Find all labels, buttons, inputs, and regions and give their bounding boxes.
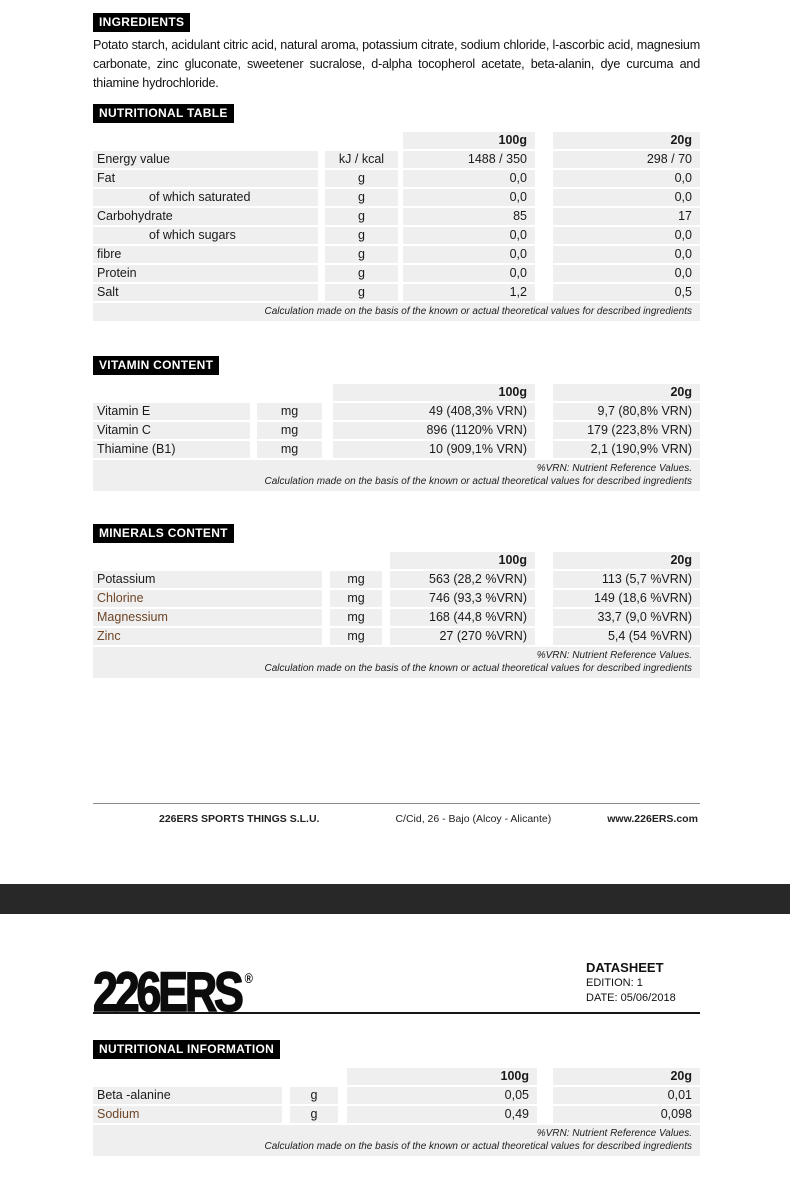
- table-header-row: [93, 552, 700, 569]
- row-label: Fat: [93, 170, 318, 187]
- row-value-20g: 0,098: [553, 1106, 700, 1123]
- footer-website: www.226ERS.com: [607, 813, 698, 825]
- table-row: [93, 284, 700, 301]
- row-label: Salt: [93, 284, 318, 301]
- table-row: [93, 227, 700, 244]
- row-value-100g: 1488 / 350: [403, 151, 535, 168]
- row-value-20g: 113 (5,7 %VRN): [553, 571, 700, 588]
- table-header-row: [93, 132, 700, 149]
- col-header-20g: 20g: [553, 552, 700, 569]
- header-spacer: [290, 1068, 338, 1085]
- row-label: Magnessium: [93, 609, 322, 626]
- header-spacer: [93, 552, 322, 569]
- table-header-row: [93, 384, 700, 401]
- ingredients-section-label: INGREDIENTS: [93, 13, 190, 32]
- minerals-content-label: MINERALS CONTENT: [93, 524, 234, 543]
- ingredients-text: Potato starch, acidulant citric acid, natural aroma, potassium citrate, sodium chloride, l-ascorbic acid, magnesium carbonate, zinc gluconate, sweetener sucralose, d-alpha tocopherol acetate, beta-alanin, dye curcuma and thiamine hydrochloride.: [93, 38, 700, 90]
- row-label: Carbohydrate: [93, 208, 318, 225]
- row-value-100g: 0,0: [403, 246, 535, 263]
- table-row: [93, 441, 700, 458]
- row-label: of which saturated: [93, 189, 318, 206]
- datasheet-info-block: [586, 960, 700, 1006]
- row-label: Zinc: [93, 628, 322, 645]
- nutritional-information-section: [93, 1040, 700, 1156]
- header-divider-line: [93, 1012, 700, 1014]
- row-value-100g: 0,0: [403, 265, 535, 282]
- vitamin-content-label: VITAMIN CONTENT: [93, 356, 219, 375]
- table-row: [93, 422, 700, 439]
- table-notes: [93, 303, 700, 321]
- row-label: Chlorine: [93, 590, 322, 607]
- row-unit: g: [325, 284, 398, 301]
- nutritional-table: [93, 132, 700, 321]
- row-unit: mg: [330, 571, 382, 588]
- brand-logo: [93, 953, 253, 1023]
- row-value-100g: 746 (93,3 %VRN): [390, 590, 535, 607]
- brand-logo-text: 226ERS: [93, 960, 241, 1023]
- vitamin-content-section: [93, 356, 700, 491]
- header-spacer: [93, 1068, 282, 1085]
- table-row: [93, 590, 700, 607]
- table-row: [93, 189, 700, 206]
- col-header-20g: 20g: [553, 132, 700, 149]
- table-row: [93, 571, 700, 588]
- table-note-line: Calculation made on the basis of the known or actual theoretical values for described ingredients: [264, 1141, 692, 1152]
- row-label: Sodium: [93, 1106, 282, 1123]
- row-unit: mg: [257, 441, 322, 458]
- row-value-100g: 1,2: [403, 284, 535, 301]
- header-spacer: [257, 384, 322, 401]
- table-note-line: %VRN: Nutrient Reference Values.: [536, 463, 692, 474]
- table-row: [93, 609, 700, 626]
- nutritional-information-label: NUTRITIONAL INFORMATION: [93, 1040, 280, 1059]
- row-value-100g: 27 (270 %VRN): [390, 628, 535, 645]
- table-notes: [93, 647, 700, 678]
- row-value-20g: 0,0: [553, 227, 700, 244]
- datasheet-title: DATASHEET: [586, 960, 664, 975]
- table-header-row: [93, 1068, 700, 1085]
- row-value-100g: 896 (1120% VRN): [333, 422, 535, 439]
- row-unit: g: [325, 227, 398, 244]
- nutritional-information-table: [93, 1068, 700, 1156]
- row-value-100g: 0,0: [403, 170, 535, 187]
- row-value-20g: 2,1 (190,9% VRN): [553, 441, 700, 458]
- row-value-100g: 0,05: [347, 1087, 537, 1104]
- col-header-20g: 20g: [553, 384, 700, 401]
- minerals-content-table: [93, 552, 700, 678]
- row-value-20g: 5,4 (54 %VRN): [553, 628, 700, 645]
- row-label: of which sugars: [93, 227, 318, 244]
- footer-company: 226ERS SPORTS THINGS S.L.U.: [159, 813, 320, 825]
- table-row: [93, 403, 700, 420]
- row-value-100g: 85: [403, 208, 535, 225]
- row-unit: mg: [330, 609, 382, 626]
- table-row: [93, 208, 700, 225]
- table-note-line: Calculation made on the basis of the known or actual theoretical values for described ingredients: [264, 663, 692, 674]
- row-value-20g: 17: [553, 208, 700, 225]
- row-value-20g: 0,0: [553, 189, 700, 206]
- row-value-100g: 0,0: [403, 189, 535, 206]
- row-label: Vitamin C: [93, 422, 250, 439]
- row-unit: g: [325, 265, 398, 282]
- header-spacer: [325, 132, 398, 149]
- row-unit: g: [325, 170, 398, 187]
- col-header-20g: 20g: [553, 1068, 700, 1085]
- page-divider-bar: [0, 884, 790, 914]
- row-unit: kJ / kcal: [325, 151, 398, 168]
- table-notes: [93, 1125, 700, 1156]
- row-value-20g: 0,5: [553, 284, 700, 301]
- nutritional-table-label: NUTRITIONAL TABLE: [93, 104, 234, 123]
- row-unit: g: [290, 1106, 338, 1123]
- row-value-20g: 33,7 (9,0 %VRN): [553, 609, 700, 626]
- table-note-line: %VRN: Nutrient Reference Values.: [536, 650, 692, 661]
- row-label: Protein: [93, 265, 318, 282]
- header-spacer: [93, 132, 318, 149]
- col-header-100g: 100g: [347, 1068, 537, 1085]
- row-unit: g: [290, 1087, 338, 1104]
- row-value-20g: 0,0: [553, 265, 700, 282]
- row-unit: g: [325, 246, 398, 263]
- table-row: [93, 1087, 700, 1104]
- datasheet-edition: EDITION: 1: [586, 977, 643, 989]
- row-unit: mg: [330, 590, 382, 607]
- row-label: Vitamin E: [93, 403, 250, 420]
- row-value-20g: 298 / 70: [553, 151, 700, 168]
- row-unit: g: [325, 208, 398, 225]
- header-spacer: [330, 552, 382, 569]
- table-note-line: Calculation made on the basis of the known or actual theoretical values for described ingredients: [264, 306, 692, 317]
- page-footer: [93, 803, 700, 825]
- row-value-20g: 0,01: [553, 1087, 700, 1104]
- row-label: Energy value: [93, 151, 318, 168]
- registered-trademark-icon: ®: [244, 970, 253, 986]
- row-value-100g: 0,0: [403, 227, 535, 244]
- row-unit: mg: [257, 403, 322, 420]
- row-value-20g: 179 (223,8% VRN): [553, 422, 700, 439]
- row-value-100g: 10 (909,1% VRN): [333, 441, 535, 458]
- row-unit: mg: [257, 422, 322, 439]
- ingredients-section: [93, 13, 700, 93]
- row-label: Potassium: [93, 571, 322, 588]
- table-row: [93, 151, 700, 168]
- row-value-100g: 0,49: [347, 1106, 537, 1123]
- row-unit: g: [325, 189, 398, 206]
- table-row: [93, 1106, 700, 1123]
- datasheet-date: DATE: 05/06/2018: [586, 992, 676, 1004]
- col-header-100g: 100g: [403, 132, 535, 149]
- header-spacer: [93, 384, 250, 401]
- vitamin-content-table: [93, 384, 700, 491]
- table-notes: [93, 460, 700, 491]
- table-row: [93, 170, 700, 187]
- row-label: Beta -alanine: [93, 1087, 282, 1104]
- row-value-100g: 168 (44,8 %VRN): [390, 609, 535, 626]
- col-header-100g: 100g: [390, 552, 535, 569]
- row-value-20g: 149 (18,6 %VRN): [553, 590, 700, 607]
- col-header-100g: 100g: [333, 384, 535, 401]
- footer-address: C/Cid, 26 - Bajo (Alcoy - Alicante): [395, 813, 552, 825]
- table-row: [93, 628, 700, 645]
- nutritional-table-section: [93, 104, 700, 321]
- row-label: Thiamine (B1): [93, 441, 250, 458]
- table-note-line: Calculation made on the basis of the known or actual theoretical values for described ingredients: [264, 476, 692, 487]
- minerals-content-section: [93, 524, 700, 678]
- row-value-100g: 49 (408,3% VRN): [333, 403, 535, 420]
- table-row: [93, 246, 700, 263]
- row-label: fibre: [93, 246, 318, 263]
- row-value-20g: 9,7 (80,8% VRN): [553, 403, 700, 420]
- row-unit: mg: [330, 628, 382, 645]
- row-value-20g: 0,0: [553, 170, 700, 187]
- table-row: [93, 265, 700, 282]
- row-value-20g: 0,0: [553, 246, 700, 263]
- table-note-line: %VRN: Nutrient Reference Values.: [536, 1128, 692, 1139]
- row-value-100g: 563 (28,2 %VRN): [390, 571, 535, 588]
